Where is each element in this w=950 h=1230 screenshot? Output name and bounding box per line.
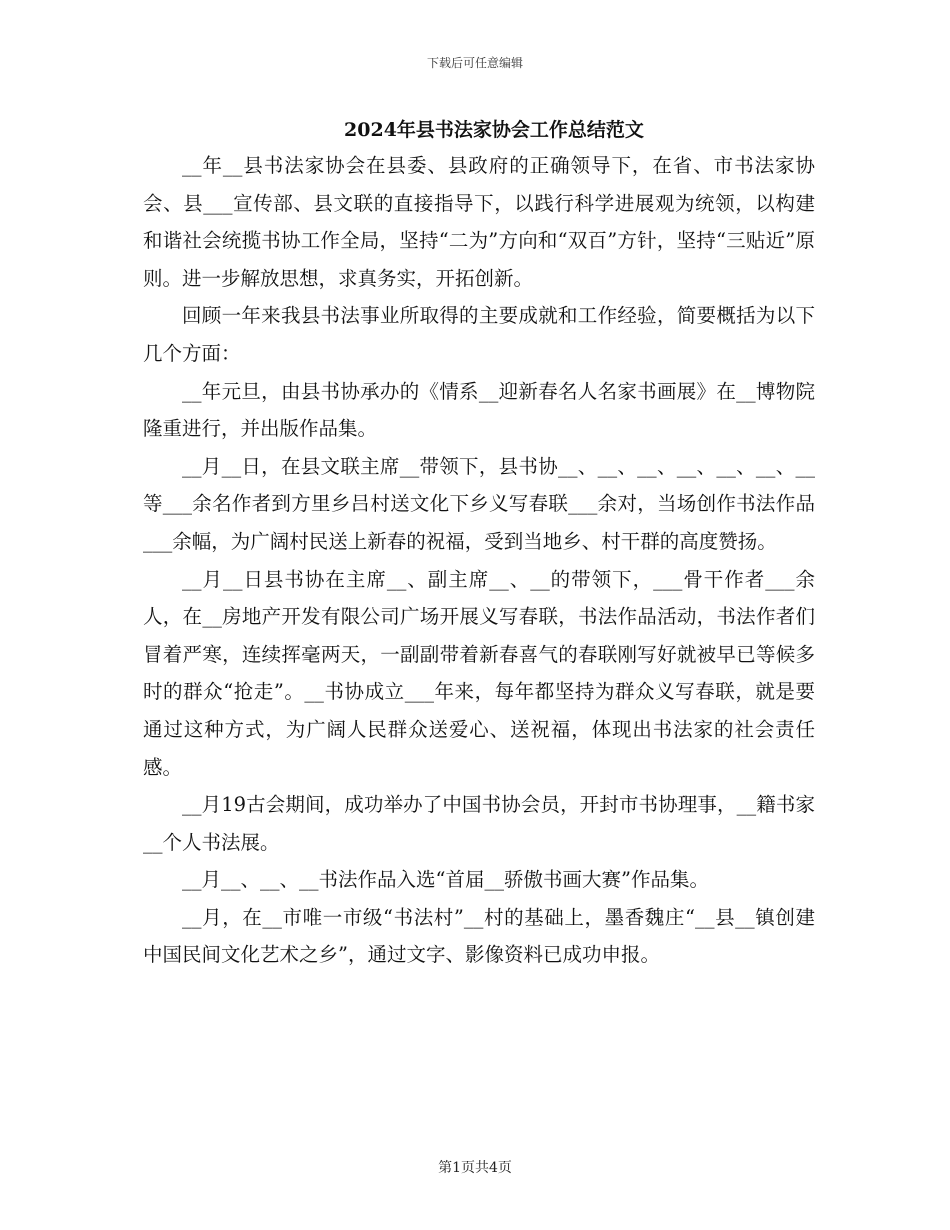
paragraph-personal-exhibition: __月19古会期间，成功举办了中国书协会员，开封市书协理事，__籍书家__个人书法展。 [143,793,815,854]
paragraph-selected-works: __月__、__、__书法作品入选“首届__骄傲书画大赛”作品集。 [182,868,709,892]
paragraph-calligraphy-village: __月，在__市唯一市级“书法村”__村的基础上，墨香魏庄“__县__镇创建中国民间文化艺术之乡”，通过文字、影像资料已成功申报。 [143,905,815,967]
paragraph-review: 回顾一年来我县书法事业所取得的主要成就和工作经验，简要概括为以下几个方面： [143,304,815,365]
paragraph-new-year-exhibition: __年元旦，由县书协承办的《情系__迎新春名人名家书画展》在__博物院隆重进行，并出版作品集。 [143,379,815,441]
paragraph-intro: __年__县书法家协会在县委、县政府的正确领导下，在省、市书法家协会、县___宣传部、县文联的直接指导下，以践行科学进展观为统领，以构建和谐社会统揽书协工作全局，坚持“二为”方向和“双百”方针，坚持“三贴近”原则。进一步解放思想，求真务实，开拓创新。 [143,154,815,290]
paragraph-village-couplets: __月__日，在县文联主席__带领下，县书协__、__、__、__、__、__、__等___余名作者到方里乡吕村送文化下乡义写春联___余对，当场创作书法作品___余幅，为广阔村民送上新春的祝福，受到当地乡、村干群的高度赞扬。 [143,454,815,553]
page-header-note: 下载后可任意编辑 [426,56,523,70]
document-body [143,147,815,974]
paragraph-plaza-couplets: __月__日县书协在主席__、副主席__、__的带领下，___骨干作者___余人，在__房地产开发有限公司广场开展义写春联，书法作品活动，书法作者们冒着严寒，连续挥毫两天，一副副带着新春喜气的春联刚写好就被早已等候多时的群众“抢走”。__书协成立___年来，每年都坚持为群众义写春联，就是要通过这种方式，为广阔人民群众送爱心、送祝福，体现出书法家的社会责任感。 [143,567,815,779]
page-number: 第1页共4页 [438,1160,512,1176]
document-title: 2024年县书法家协会工作总结范文 [344,119,644,141]
